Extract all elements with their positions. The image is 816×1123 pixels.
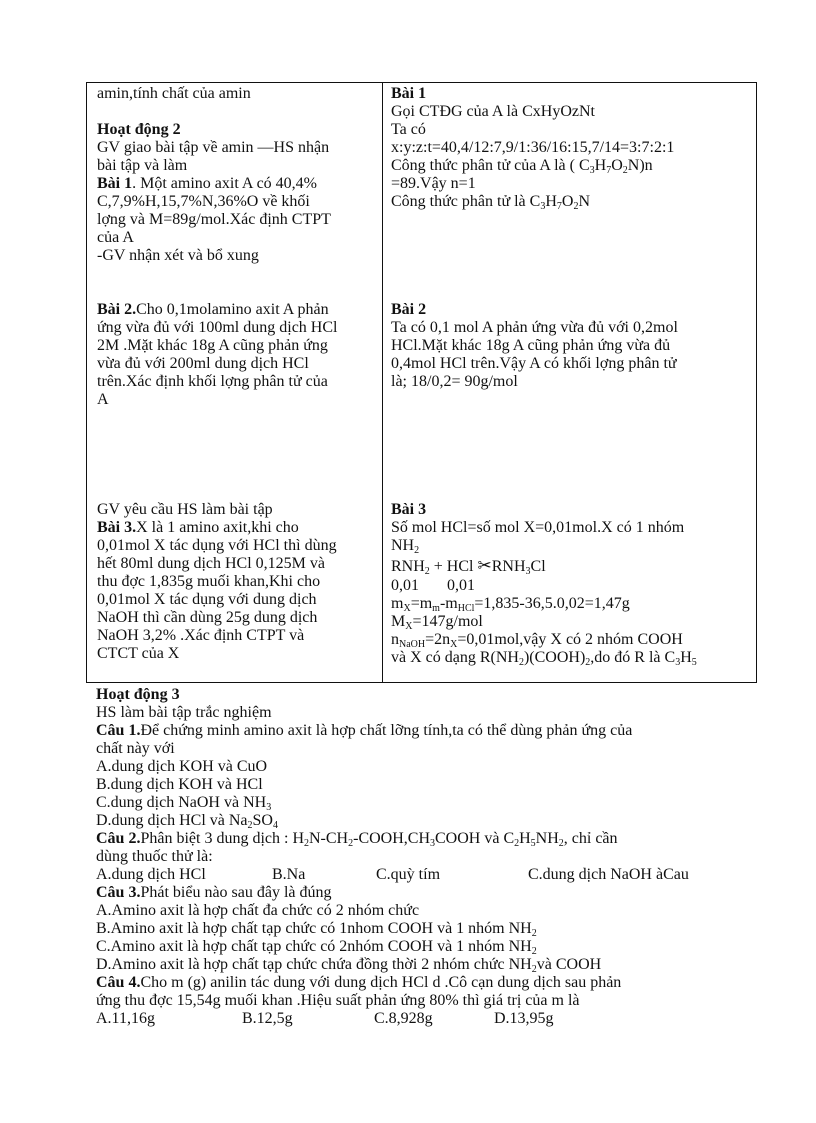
solution-formula-line: $NH_2$ [391, 537, 420, 556]
question-text: chất này với [96, 740, 175, 757]
answer-row [96, 866, 756, 884]
solution-text: Số mol HCl=số mol X=0,01mol.X có 1 nhóm [391, 519, 685, 536]
answer-option: B.dung dịch KOH và HCl [96, 776, 263, 793]
exercise-text: 2M .Mặt khác 18g A cũng phản ứng [97, 337, 328, 354]
exercise-text: 0,01mol X tác dụng với dung dịch [97, 591, 317, 608]
answer-option: C.dung dịch NaOH và $NH_3$ [96, 794, 272, 813]
answer-option: D.Amino axit là hợp chất tạp chức chứa đồng thời 2 nhóm chức $NH_2và$ COOH [96, 956, 602, 975]
exercise-text: thu đợc 1,835g muối khan,Khi cho [97, 573, 321, 590]
exercise-text: của A [97, 229, 134, 246]
row3-right-cell [391, 501, 751, 667]
solution-text: x:y:z:t=40,4/12:7,9/1:36/16:15,7/14=3:7:2:1 [391, 139, 675, 156]
question-text: ứng thu đợc 15,54g muối khan .Hiệu suất phản ứng 80% thì giá trị của m là [96, 992, 580, 1009]
solution-formula-line: $n_{NaOH}=2n_X=0,01mol,vậy$ X có 2 nhóm COOH [391, 631, 683, 650]
activity3-intro: HS làm bài tập trắc nghiệm [96, 704, 272, 721]
solution-text: =89.Vậy n=1 [391, 175, 476, 192]
answer-option: B.Na [272, 866, 306, 883]
solution-text: Ta có [391, 121, 426, 138]
lesson-table [86, 82, 757, 683]
solution-text: HCl.Mặt khác 18g A cũng phản ứng vừa đủ [391, 337, 671, 354]
solution-text: là; 18/0,2= 90g/mol [391, 373, 518, 390]
task-text: GV yêu cầu HS làm bài tập [97, 501, 273, 518]
exercise-text: vừa đủ với 200ml dung dịch HCl [97, 355, 309, 372]
solution-title: Bài 1 [391, 85, 427, 102]
answer-option: C.Amino axit là hợp chất tạp chức có 2nhóm COOH và 1 nhóm $NH_2$ [96, 938, 537, 957]
exercise-text: A [97, 391, 109, 408]
solution-formula-line: Công thức phân tử của A là ( $C_3H_7O_2N)n$ [391, 157, 653, 176]
exercise-text: trên.Xác định khối lợng phân tử của [97, 373, 328, 390]
question-2: Câu 2.Phân biệt 3 dung dịch : $H_2N-CH_2-COOH,CH_3COOH$ và $C_2H_5NH_2$, chỉ cần [96, 830, 618, 849]
answer-option: B.Amino axit là hợp chất tạp chức có 1nhom COOH và 1 nhóm $NH_2$ [96, 920, 537, 939]
intro-text: amin,tính chất của amin [97, 85, 251, 102]
answer-option: B.12,5g [242, 1010, 293, 1027]
answer-option: A.Amino axit là hợp chất đa chức có 2 nhóm chức [96, 902, 420, 919]
answer-row [96, 1010, 756, 1028]
reaction-equation: $RNH_2$ + HCl $✂RNH_3Cl$ [391, 556, 546, 577]
answer-option: D.13,95g [494, 1010, 554, 1027]
arrow-icon: ✂ [477, 556, 492, 575]
exercise-label: Bài 1 [97, 175, 133, 192]
question-1: Câu 1.Để chứng minh amino axit là hợp chất lỡng tính,ta có thể dùng phản ứng của [96, 722, 633, 739]
solution-text: Ta có 0,1 mol A phản ứng vừa đủ với 0,2mol [391, 319, 678, 336]
exercise-text: 0,01mol X tác dụng với HCl thì dùng [97, 537, 337, 554]
question-text: dùng thuốc thử là: [96, 848, 213, 865]
solution-formula-line: và X có dạng $R(NH_2)(COOH)_2,do$ đó R là $C_3H_5$ [391, 649, 697, 668]
solution-text: Gọi CTĐG của A là CxHyOzNt [391, 103, 595, 120]
row1-left-cell [97, 85, 377, 265]
solution-title: Bài 2 [391, 301, 427, 318]
answer-option: C.dung dịch NaOH àCau [528, 866, 689, 883]
exercise-text: ứng vừa đủ với 100ml dung dịch HCl [97, 319, 338, 336]
exercise-label: Bài 3. [97, 519, 137, 536]
exercise-text: lợng và M=89g/mol.Xác định CTPT [97, 211, 331, 228]
solution-title: Bài 3 [391, 501, 427, 518]
exercise-text: hết 80ml dung dịch HCl 0,125M và [97, 555, 325, 572]
row2-left-cell [97, 301, 377, 409]
activity3-section [96, 686, 756, 1028]
solution-text: 0,4mol HCl trên.Vậy A có khối lợng phân tử [391, 355, 677, 372]
question-4: Câu 4.Cho m (g) anilin tác dung với dung dịch HCl d .Cô cạn dung dịch sau phản [96, 974, 622, 991]
answer-option: A.dung dịch HCl [96, 866, 206, 883]
column-divider [382, 83, 383, 682]
question-3: Câu 3.Phát biểu nào sau đây là đúng [96, 884, 332, 901]
answer-option: C.8,928g [374, 1010, 433, 1027]
task-text: GV giao bài tập về amin —HS nhận [97, 139, 330, 156]
exercise-label: Bài 2. [97, 301, 137, 318]
row2-right-cell [391, 301, 751, 391]
exercise-text: NaOH thì cần dùng 25g dung dịch [97, 609, 318, 626]
exercise-text: Cho 0,1molamino axit A phản [136, 301, 329, 318]
answer-option: A.11,16g [96, 1010, 155, 1027]
review-text: -GV nhận xét và bổ xung [97, 247, 259, 264]
solution-formula-line: Công thức phân tử là $C_3H_7O_2N$ [391, 193, 591, 212]
activity3-heading: Hoạt động 3 [96, 686, 180, 703]
activity2-heading: Hoạt động 2 [97, 121, 181, 138]
exercise-text: CTCT của X [97, 645, 180, 662]
solution-formula-line: $m_X=m_m-m_{HCl}=1,835-36,5.0,02=1,47g$ [391, 595, 630, 614]
row1-right-cell [391, 85, 751, 211]
solution-formula-line: $M_X=147g$/mol [391, 613, 483, 632]
exercise-text: X là 1 amino axit,khi cho [136, 519, 299, 536]
solution-text: 0,01 0,01 [391, 577, 475, 594]
answer-option: C.quỳ tím [376, 866, 441, 883]
exercise-text: NaOH 3,2% .Xác định CTPT và [97, 627, 305, 644]
task-text: bài tập và làm [97, 157, 188, 174]
exercise-text: . Một amino axit A có 40,4% [132, 175, 317, 192]
exercise-text: C,7,9%H,15,7%N,36%O về khối [97, 193, 310, 210]
answer-option: A.dung dịch KOH và CuO [96, 758, 268, 775]
answer-option: D.dung dịch HCl và $Na_2SO_4$ [96, 812, 278, 831]
row3-left-cell [97, 501, 377, 663]
